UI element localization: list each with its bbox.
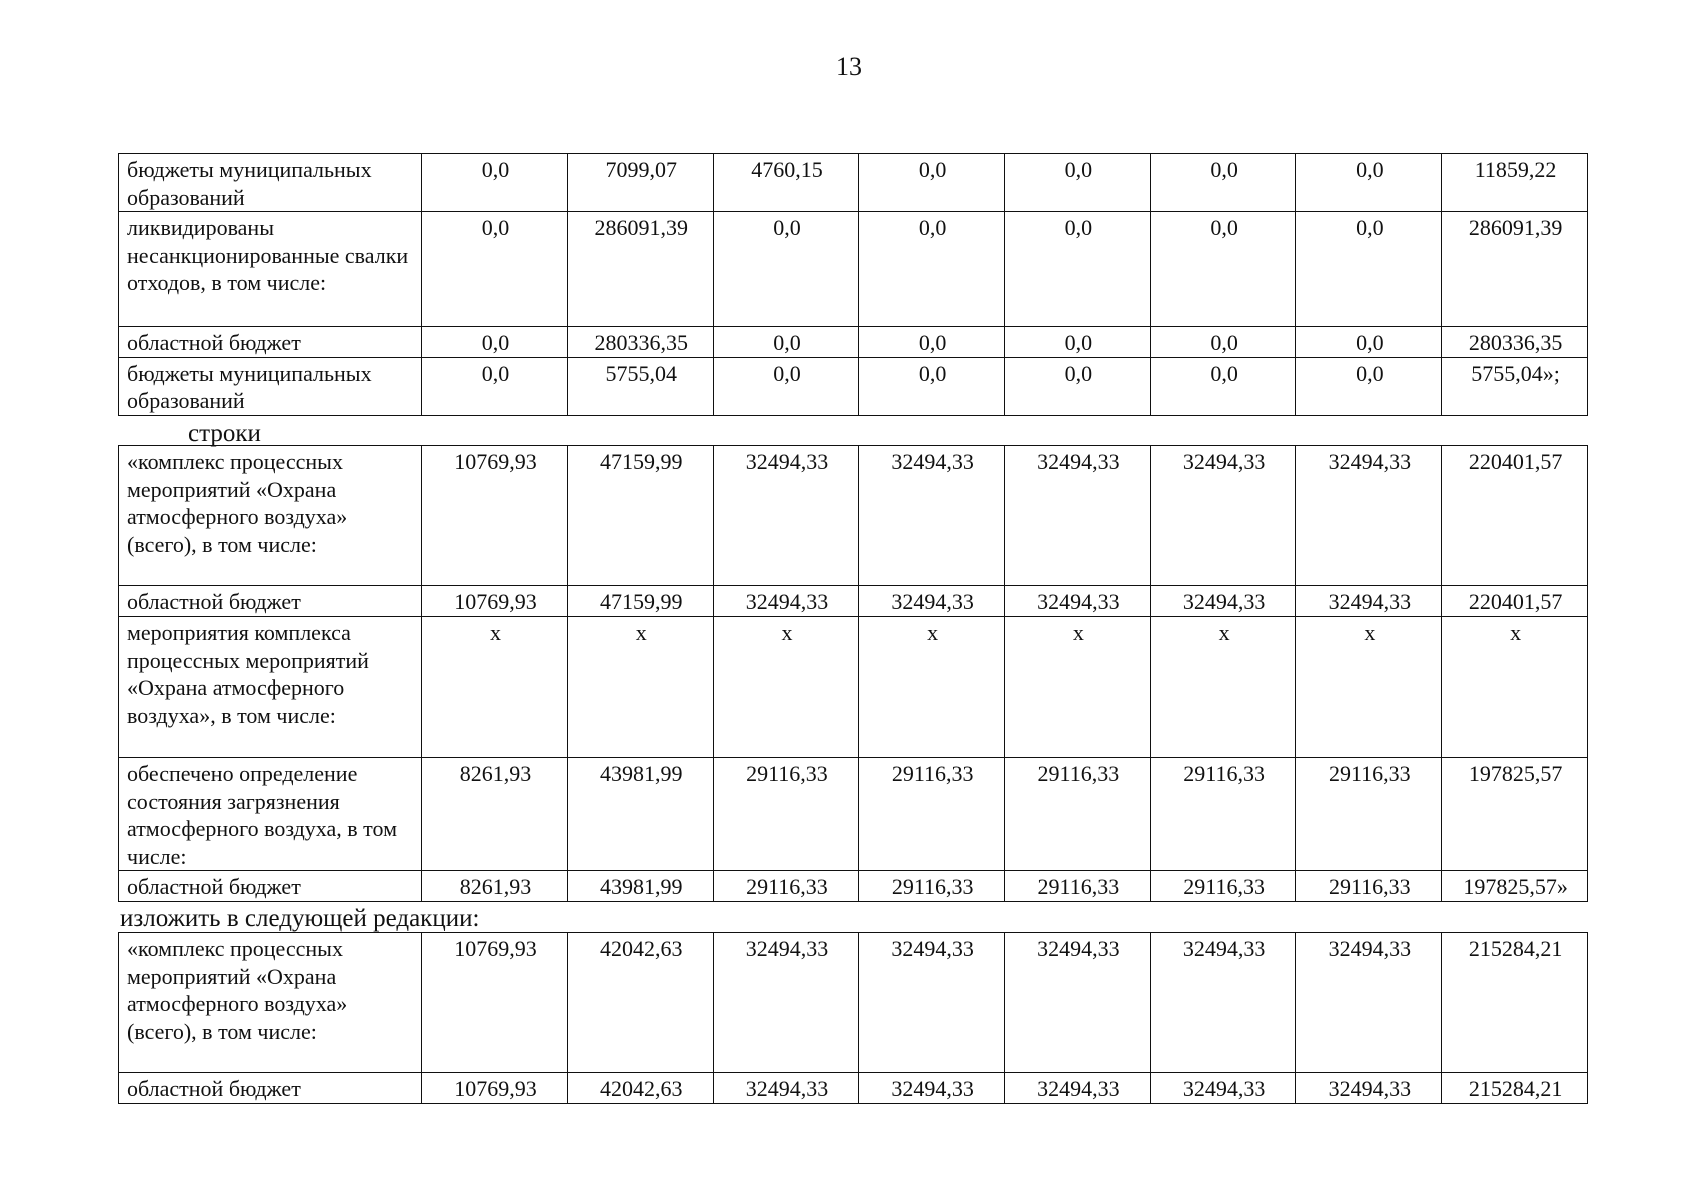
value-cell: 197825,57» [1442, 871, 1588, 902]
value-cell: 29116,33 [1005, 758, 1151, 871]
value-cell: 29116,33 [1150, 871, 1296, 902]
value-cell: 42042,63 [567, 1073, 713, 1104]
value-cell: 29116,33 [713, 871, 859, 902]
value-cell: 32494,33 [713, 586, 859, 617]
value-cell: 5755,04»; [1442, 357, 1588, 415]
value-cell: 42042,63 [567, 933, 713, 1073]
value-cell: 32494,33 [1150, 446, 1296, 586]
value-cell: 10769,93 [422, 1073, 568, 1104]
row-label: областной бюджет [119, 586, 422, 617]
value-cell: 32494,33 [1296, 586, 1442, 617]
budget-table-new [118, 932, 1588, 1104]
value-cell: 32494,33 [713, 446, 859, 586]
caption-new-edition: изложить в следующей редакции: [120, 905, 480, 932]
value-cell: 220401,57 [1442, 446, 1588, 586]
value-cell: 7099,07 [567, 154, 713, 212]
value-cell: 29116,33 [713, 758, 859, 871]
value-cell: 0,0 [1005, 357, 1151, 415]
budget-table-current [118, 445, 1588, 902]
value-cell: х [713, 617, 859, 758]
value-cell: 32494,33 [1296, 1073, 1442, 1104]
value-cell: х [859, 617, 1005, 758]
value-cell: 32494,33 [859, 933, 1005, 1073]
value-cell: х [1442, 617, 1588, 758]
value-cell: 0,0 [859, 154, 1005, 212]
value-cell: 43981,99 [567, 758, 713, 871]
budget-table-previous [118, 153, 1588, 416]
value-cell: х [567, 617, 713, 758]
value-cell: 0,0 [1296, 212, 1442, 327]
value-cell: 0,0 [1005, 154, 1151, 212]
value-cell: 0,0 [1296, 357, 1442, 415]
value-cell: 32494,33 [1005, 933, 1151, 1073]
value-cell: 32494,33 [1005, 1073, 1151, 1104]
value-cell: х [422, 617, 568, 758]
value-cell: 32494,33 [1296, 446, 1442, 586]
table-row [119, 446, 1588, 586]
row-label: ликвидированы несанкционированные свалки отходов, в том числе: [119, 212, 422, 327]
value-cell: 286091,39 [1442, 212, 1588, 327]
value-cell: х [1150, 617, 1296, 758]
row-label: областной бюджет [119, 871, 422, 902]
value-cell: 29116,33 [1296, 871, 1442, 902]
value-cell: 0,0 [859, 357, 1005, 415]
value-cell: 0,0 [713, 327, 859, 358]
value-cell: 47159,99 [567, 586, 713, 617]
value-cell: 29116,33 [859, 871, 1005, 902]
value-cell: 215284,21 [1442, 933, 1588, 1073]
row-label: областной бюджет [119, 1073, 422, 1104]
value-cell: 10769,93 [422, 586, 568, 617]
value-cell: 29116,33 [859, 758, 1005, 871]
value-cell: 32494,33 [1005, 586, 1151, 617]
value-cell: 29116,33 [1005, 871, 1151, 902]
value-cell: 220401,57 [1442, 586, 1588, 617]
row-label: бюджеты муниципальных образований [119, 154, 422, 212]
value-cell: 0,0 [1150, 357, 1296, 415]
value-cell: х [1296, 617, 1442, 758]
value-cell: 10769,93 [422, 933, 568, 1073]
value-cell: 5755,04 [567, 357, 713, 415]
page-number: 13 [836, 52, 862, 81]
table-row [119, 933, 1588, 1073]
table-row [119, 617, 1588, 758]
table-row [119, 327, 1588, 358]
table-row [119, 758, 1588, 871]
row-label: мероприятия комплекса процессных мероприятий «Охрана атмосферного воздуха», в том числе: [119, 617, 422, 758]
value-cell: 0,0 [1150, 327, 1296, 358]
value-cell: 0,0 [859, 327, 1005, 358]
value-cell: 10769,93 [422, 446, 568, 586]
value-cell: 0,0 [713, 357, 859, 415]
value-cell: 0,0 [1005, 327, 1151, 358]
value-cell: 43981,99 [567, 871, 713, 902]
value-cell: 0,0 [1150, 212, 1296, 327]
value-cell: 32494,33 [859, 446, 1005, 586]
value-cell: 286091,39 [567, 212, 713, 327]
value-cell: 8261,93 [422, 871, 568, 902]
table-row [119, 871, 1588, 902]
table-row [119, 154, 1588, 212]
value-cell: 32494,33 [1296, 933, 1442, 1073]
value-cell: 280336,35 [567, 327, 713, 358]
value-cell: 0,0 [1296, 154, 1442, 212]
row-label: «комплекс процессных мероприятий «Охрана атмосферного воздуха» (всего), в том числе: [119, 933, 422, 1073]
table-row [119, 212, 1588, 327]
value-cell: 29116,33 [1150, 758, 1296, 871]
row-label: областной бюджет [119, 327, 422, 358]
value-cell: 0,0 [713, 212, 859, 327]
value-cell: 29116,33 [1296, 758, 1442, 871]
row-label: обеспечено определение состояния загрязнения атмосферного воздуха, в том числе: [119, 758, 422, 871]
table-row [119, 586, 1588, 617]
value-cell: 0,0 [859, 212, 1005, 327]
value-cell: 32494,33 [713, 933, 859, 1073]
value-cell: 32494,33 [1005, 446, 1151, 586]
value-cell: 32494,33 [1150, 1073, 1296, 1104]
value-cell: х [1005, 617, 1151, 758]
value-cell: 215284,21 [1442, 1073, 1588, 1104]
value-cell: 32494,33 [1150, 933, 1296, 1073]
value-cell: 0,0 [1296, 327, 1442, 358]
value-cell: 32494,33 [1150, 586, 1296, 617]
value-cell: 0,0 [422, 154, 568, 212]
value-cell: 8261,93 [422, 758, 568, 871]
value-cell: 0,0 [1150, 154, 1296, 212]
value-cell: 0,0 [422, 357, 568, 415]
value-cell: 0,0 [422, 212, 568, 327]
value-cell: 280336,35 [1442, 327, 1588, 358]
caption-lines: строки [188, 420, 261, 447]
value-cell: 197825,57 [1442, 758, 1588, 871]
value-cell: 0,0 [422, 327, 568, 358]
value-cell: 4760,15 [713, 154, 859, 212]
value-cell: 32494,33 [713, 1073, 859, 1104]
value-cell: 47159,99 [567, 446, 713, 586]
value-cell: 11859,22 [1442, 154, 1588, 212]
row-label: бюджеты муниципальных образований [119, 357, 422, 415]
value-cell: 0,0 [1005, 212, 1151, 327]
value-cell: 32494,33 [859, 586, 1005, 617]
table-row [119, 357, 1588, 415]
row-label: «комплекс процессных мероприятий «Охрана атмосферного воздуха» (всего), в том числе: [119, 446, 422, 586]
table-row [119, 1073, 1588, 1104]
value-cell: 32494,33 [859, 1073, 1005, 1104]
